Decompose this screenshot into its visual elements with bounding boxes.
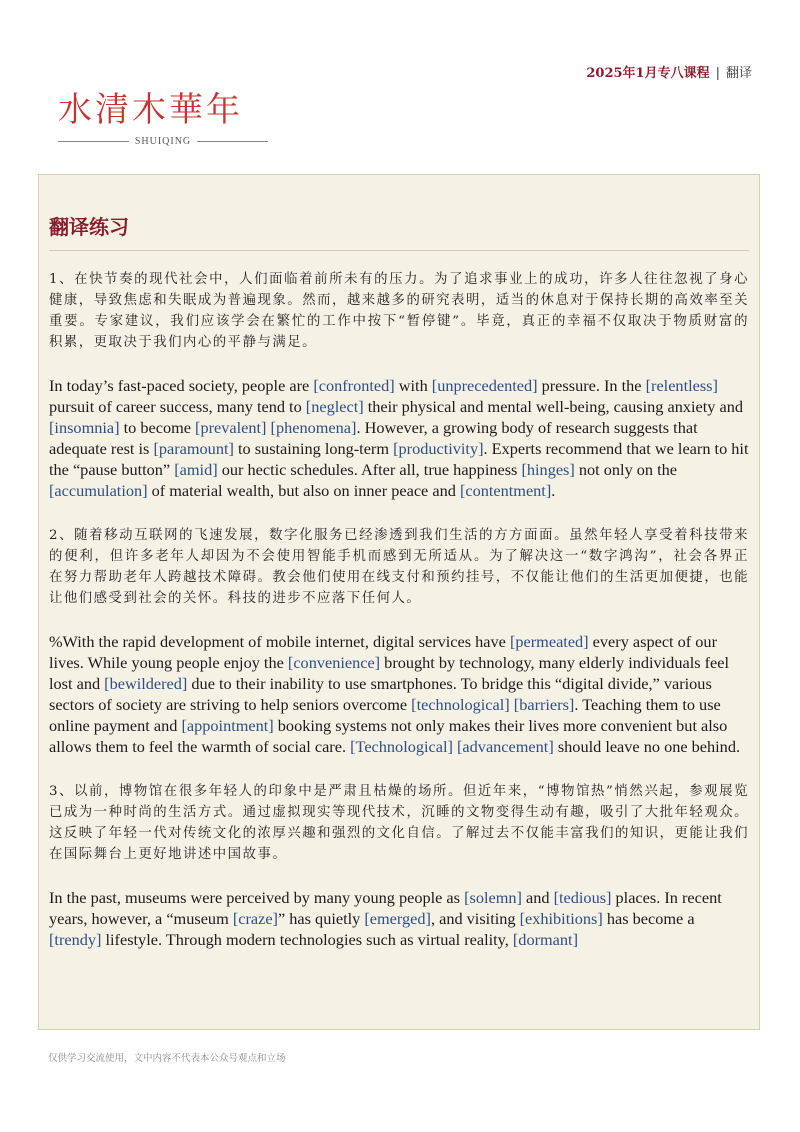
brand-logo [58, 88, 268, 147]
vocab-keyword: [technological] [411, 695, 510, 714]
vocab-keyword: [prevalent] [195, 418, 267, 437]
vocab-keyword: [permeated] [509, 632, 589, 651]
vocab-keyword: [phenomena] [270, 418, 357, 437]
vocab-keyword: [convenience] [287, 653, 381, 672]
vocab-keyword: [craze] [232, 909, 278, 928]
logo-divider-right [197, 141, 268, 142]
logo-subtitle-row [58, 136, 268, 147]
vocab-keyword: [exhibitions] [519, 909, 603, 928]
logo-text: 水清木華年 [58, 90, 243, 130]
vocab-keyword: [hinges] [521, 460, 575, 479]
footer-disclaimer: 仅供学习交流使用，文中内容不代表本公众号观点和立场 [48, 1053, 286, 1064]
vocab-keyword: [emerged] [364, 909, 431, 928]
page-header [586, 62, 752, 81]
passage-2-chinese: 2、随着移动互联网的飞速发展，数字化服务已经渗透到我们生活的方方面面。虽然年轻人享受着科技带来的便利，但许多老年人却因为不会使用智能手机而感到无所适从。为了解决这一“数字鸿沟”，社会各界正在努力帮助老年人跨越技术障碍。教会他们使用在线支付和预约挂号，不仅能让他们的生活更加便捷，也能让他们感受到社会的关怀。科技的进步不应落下任何人。 [49, 528, 749, 606]
section-title: 翻译练习 [49, 211, 749, 251]
vocab-keyword: [solemn] [464, 888, 522, 907]
header-separator: | [715, 66, 720, 81]
logo-subtitle: SHUIQING [134, 136, 192, 147]
passage-1-english: In today’s fast-paced society, people are [confronted] with [unprecedented] pressure. In the [relentless] pursuit of career success, many tend to [neglect] their physical and mental well-being, causing anxiety and [insomnia] to become [prevalent] [phenomena]. However, a growing body of research suggests that adequate rest is [paramount] to sustaining long-term [productivity]. Experts recommend that we learn to hit the “pause button” [amid] our hectic schedules. After all, true happiness [hinges] not only on the [accumulation] of material wealth, but also on inner peace and [contentment]. [49, 376, 749, 500]
vocab-keyword: [insomnia] [49, 418, 120, 437]
passage-3-chinese: 3、以前，博物馆在很多年轻人的印象中是严肃且枯燥的场所。但近年来，“博物馆热”悄然兴起，参观展览已成为一种时尚的生活方式。通过虚拟现实等现代技术，沉睡的文物变得生动有趣，吸引了大批年轻观众。这反映了年轻一代对传统文化的浓厚兴趣和强烈的文化自信。了解过去不仅能丰富我们的知识，更能让我们在国际舞台上更好地讲述中国故事。 [49, 784, 749, 862]
vocab-keyword: [Technological] [350, 737, 453, 756]
vocab-keyword: [paramount] [153, 439, 234, 458]
logo-divider-left [58, 141, 129, 142]
passage-2-english: %With the rapid development of mobile internet, digital services have [permeated] every aspect of our lives. While young people enjoy the [convenience] brought by technology, many elderly individuals feel lost and [bewildered] due to their inability to use smartphones. To bridge this “digital divide,” various sectors of society are striving to help seniors overcome [technological] [barriers]. Teaching them to use online payment and [appointment] booking systems not only makes their lives more convenient but also allows them to feel the warmth of social care. [Technological] [advancement] should leave no one behind. [49, 632, 741, 756]
vocab-keyword: [barriers] [513, 695, 575, 714]
vocab-keyword: [contentment] [459, 481, 552, 500]
passage-1-chinese: 1、在快节奏的现代社会中，人们面临着前所未有的压力。为了追求事业上的成功，许多人往往忽视了身心健康，导致焦虑和失眠成为普遍现象。然而，越来越多的研究表明，适当的休息对于保持长期的高效率至关重要。专家建议，我们应该学会在繁忙的工作中按下“暂停键”。毕竟，真正的幸福不仅取决于物质财富的积累，更取决于我们内心的平静与满足。 [49, 272, 749, 350]
passage-3-english: In the past, museums were perceived by many young people as [solemn] and [tedious] places. In recent years, however, a “museum [craze]” has quietly [emerged], and visiting [exhibitions] has become a [trendy] lifestyle. Through modern technologies such as virtual reality, [dormant] [49, 888, 722, 949]
vocab-keyword: [productivity] [393, 439, 484, 458]
section-label: 翻译 [725, 66, 752, 81]
vocab-keyword: [advancement] [457, 737, 554, 756]
course-label: 2025年1月专八课程 [586, 66, 710, 81]
vocab-keyword: [dormant] [512, 930, 578, 949]
vocab-keyword: [confronted] [313, 376, 395, 395]
exercise-panel [38, 174, 760, 1030]
vocab-keyword: [appointment] [181, 716, 274, 735]
vocab-keyword: [amid] [174, 460, 218, 479]
vocab-keyword: [bewildered] [104, 674, 188, 693]
vocab-keyword: [accumulation] [49, 481, 148, 500]
vocab-keyword: [relentless] [645, 376, 718, 395]
vocab-keyword: [unprecedented] [431, 376, 538, 395]
vocab-keyword: [trendy] [49, 930, 102, 949]
vocab-keyword: [tedious] [553, 888, 612, 907]
vocab-keyword: [neglect] [305, 397, 364, 416]
